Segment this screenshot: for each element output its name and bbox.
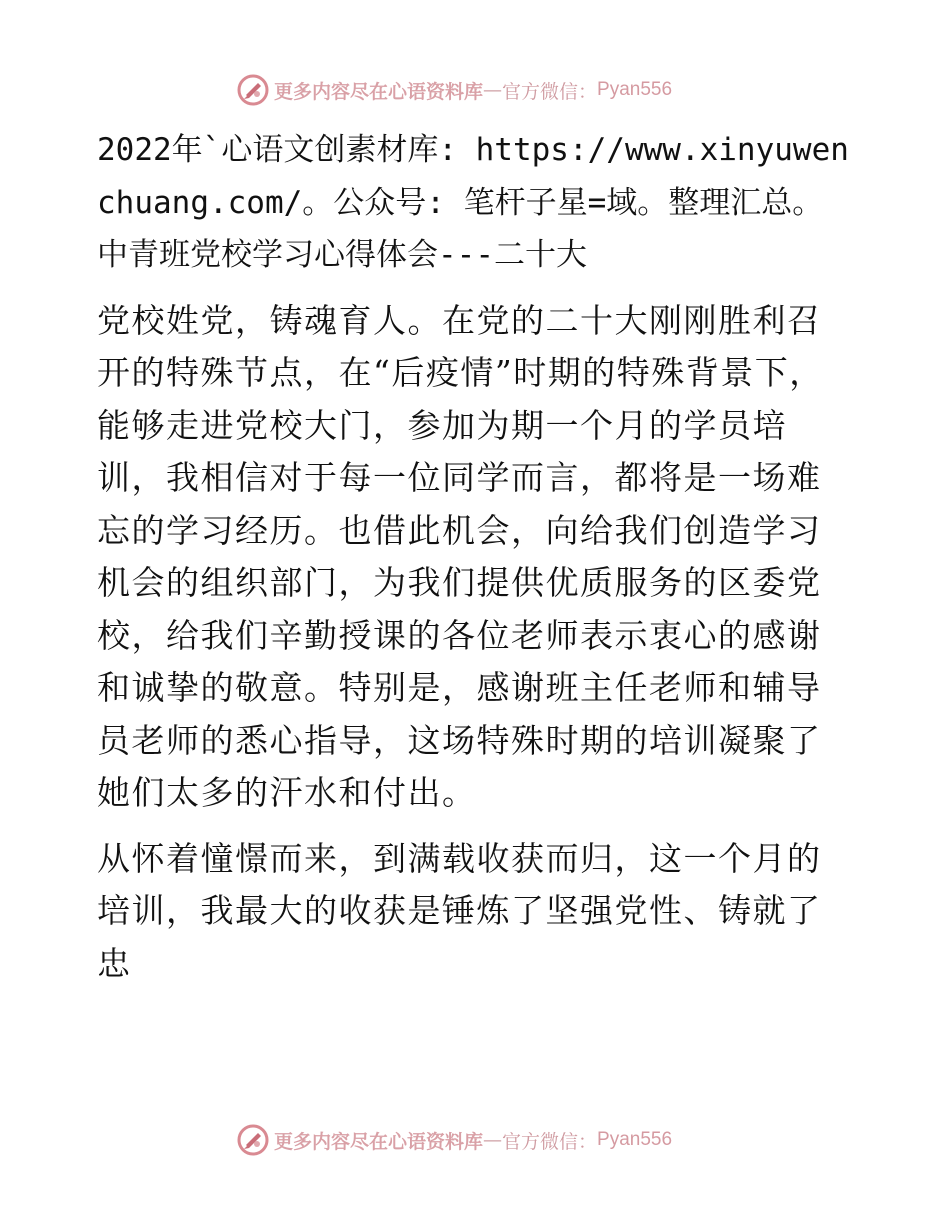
watermark-separator: — <box>483 1129 503 1151</box>
brand-logo-icon <box>236 73 270 107</box>
watermark-contact-label: 官方微信： <box>502 80 598 103</box>
watermark-brand-text: 更多内容尽在心语资料库 <box>274 80 484 103</box>
body-paragraph-2: 从怀着憧憬而来，到满载收获而归，这一个月的培训，我最大的收获是锤炼了坚强党性、铸就了忠 <box>97 838 822 983</box>
document-heading: 2022年`心语文创素材库: https://www.xinyuwenchuang.com/。公众号: 笔杆子星=域。整理汇总。中青班党校学习心得体会---二十大 <box>97 132 849 273</box>
watermark-contact-label: 官方微信： <box>502 1130 598 1153</box>
watermark-separator: — <box>483 79 503 101</box>
footer-watermark <box>236 1122 672 1158</box>
watermark-brand-text: 更多内容尽在心语资料库 <box>274 1130 484 1153</box>
watermark-contact-id: Pyan556 <box>597 1129 673 1150</box>
header-watermark <box>236 72 672 108</box>
watermark-contact-id: Pyan556 <box>597 79 673 100</box>
document-body <box>97 124 849 1003</box>
body-paragraph-1: 党校姓党，铸魂育人。在党的二十大刚刚胜利召开的特殊节点，在“后疫情”时期的特殊背景下，能够走进党校大门，参加为期一个月的学员培训，我相信对于每一位同学而言，都将是一场难忘的学习经历。也借此机会，向给我们创造学习机会的组织部门，为我们提供优质服务的区委党校，给我们辛勤授课的各位老师表示衷心的感谢和诚挚的敬意。特别是，感谢班主任老师和辅导员老师的悉心指导，这场特殊时期的培训凝聚了她们太多的汗水和付出。 <box>97 300 824 812</box>
brand-logo-icon <box>236 1123 270 1157</box>
